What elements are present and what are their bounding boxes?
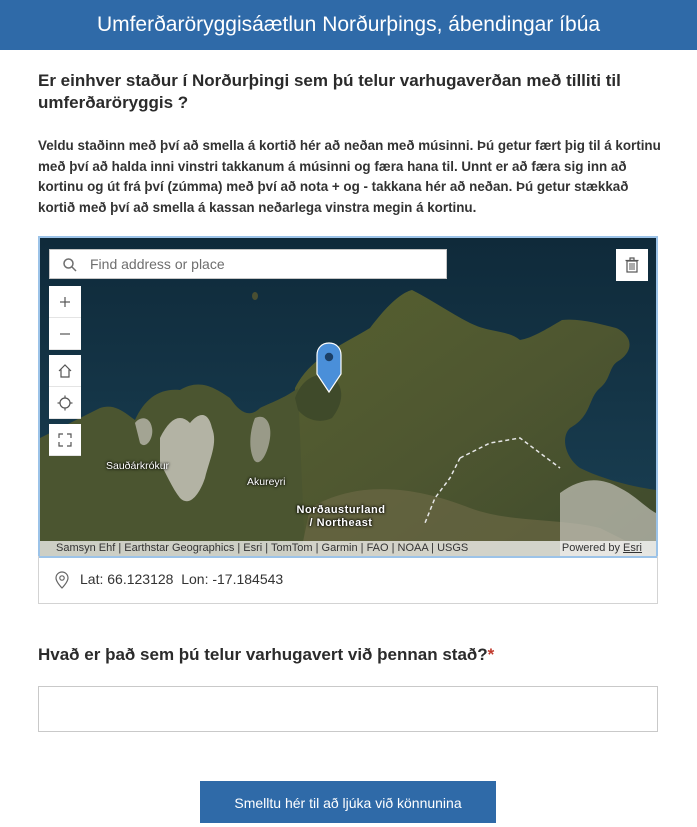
zoom-out-icon bbox=[57, 326, 73, 342]
powered-by bbox=[562, 541, 642, 556]
lon-value: -17.184543 bbox=[212, 571, 284, 587]
locate-icon bbox=[57, 395, 73, 411]
home-icon bbox=[57, 363, 73, 379]
search-icon bbox=[62, 257, 78, 273]
map-view[interactable] bbox=[38, 236, 658, 558]
map-search-input[interactable] bbox=[90, 254, 440, 274]
lon-label: Lon: bbox=[181, 571, 209, 587]
home-button[interactable] bbox=[49, 355, 81, 387]
trash-icon bbox=[624, 257, 640, 273]
attribution-sources: Samsyn Ehf | Earthstar Geographics | Esri | TomTom | Garmin | FAO | NOAA | USGS bbox=[56, 542, 469, 554]
location-pin-icon bbox=[55, 571, 69, 589]
question-1-help-text: Veldu staðinn með því að smella á kortið hér að neðan með músinni. Þú getur fært þig til á kortinu með því að halda inni vinstri takkanum á músinni og færa hana til. Unnt er að færa sig inn að kortinu og út frá því (zúmma) með því að nota + og - takkana hér að neðan. Þú getur stækkað kortið með því að smella á kassan neðarlega vinstra megin á kortinu. bbox=[38, 138, 661, 215]
question-2-text: Hvað er það sem þú telur varhugavert við þennan stað? bbox=[38, 645, 488, 664]
location-readout bbox=[38, 556, 658, 604]
map-label-region bbox=[286, 504, 396, 530]
zoom-out-button[interactable] bbox=[49, 318, 81, 350]
map-pin-icon[interactable] bbox=[316, 342, 342, 394]
map-label-region-line1: Norðausturland bbox=[296, 504, 386, 516]
map-label-region-line2: / Northeast bbox=[309, 517, 373, 529]
map-search[interactable] bbox=[49, 249, 447, 279]
powered-by-prefix: Powered by bbox=[561, 542, 624, 554]
lat-label: Lat: bbox=[80, 571, 104, 587]
map-attribution bbox=[40, 541, 656, 556]
question-2-title bbox=[38, 645, 494, 665]
question-1-title: Er einhver staður í Norðurþingi sem þú telur varhugaverðan með tilliti til umferðaröryggis ? bbox=[38, 71, 621, 112]
zoom-in-icon bbox=[57, 294, 73, 310]
question-2-answer-input[interactable] bbox=[38, 686, 658, 732]
clear-location-button[interactable] bbox=[616, 249, 648, 281]
fullscreen-icon bbox=[57, 432, 73, 448]
fullscreen-button[interactable] bbox=[49, 424, 81, 456]
map-label-akureyri: Akureyri bbox=[247, 476, 286, 488]
lat-value: 66.123128 bbox=[107, 571, 174, 587]
esri-link[interactable]: Esri bbox=[623, 542, 642, 554]
zoom-in-button[interactable] bbox=[49, 286, 81, 318]
required-marker: * bbox=[487, 645, 495, 664]
submit-button[interactable]: Smelltu hér til að ljúka við könnunina bbox=[200, 781, 496, 823]
survey-header bbox=[0, 0, 697, 50]
locate-button[interactable] bbox=[49, 387, 81, 419]
map-label-saudarkrokur: Sauðárkrókur bbox=[106, 460, 170, 472]
survey-title: Umferðaröryggisáætlun Norðurþings, ábendingar íbúa bbox=[96, 13, 601, 36]
coordinates-text bbox=[80, 571, 283, 587]
